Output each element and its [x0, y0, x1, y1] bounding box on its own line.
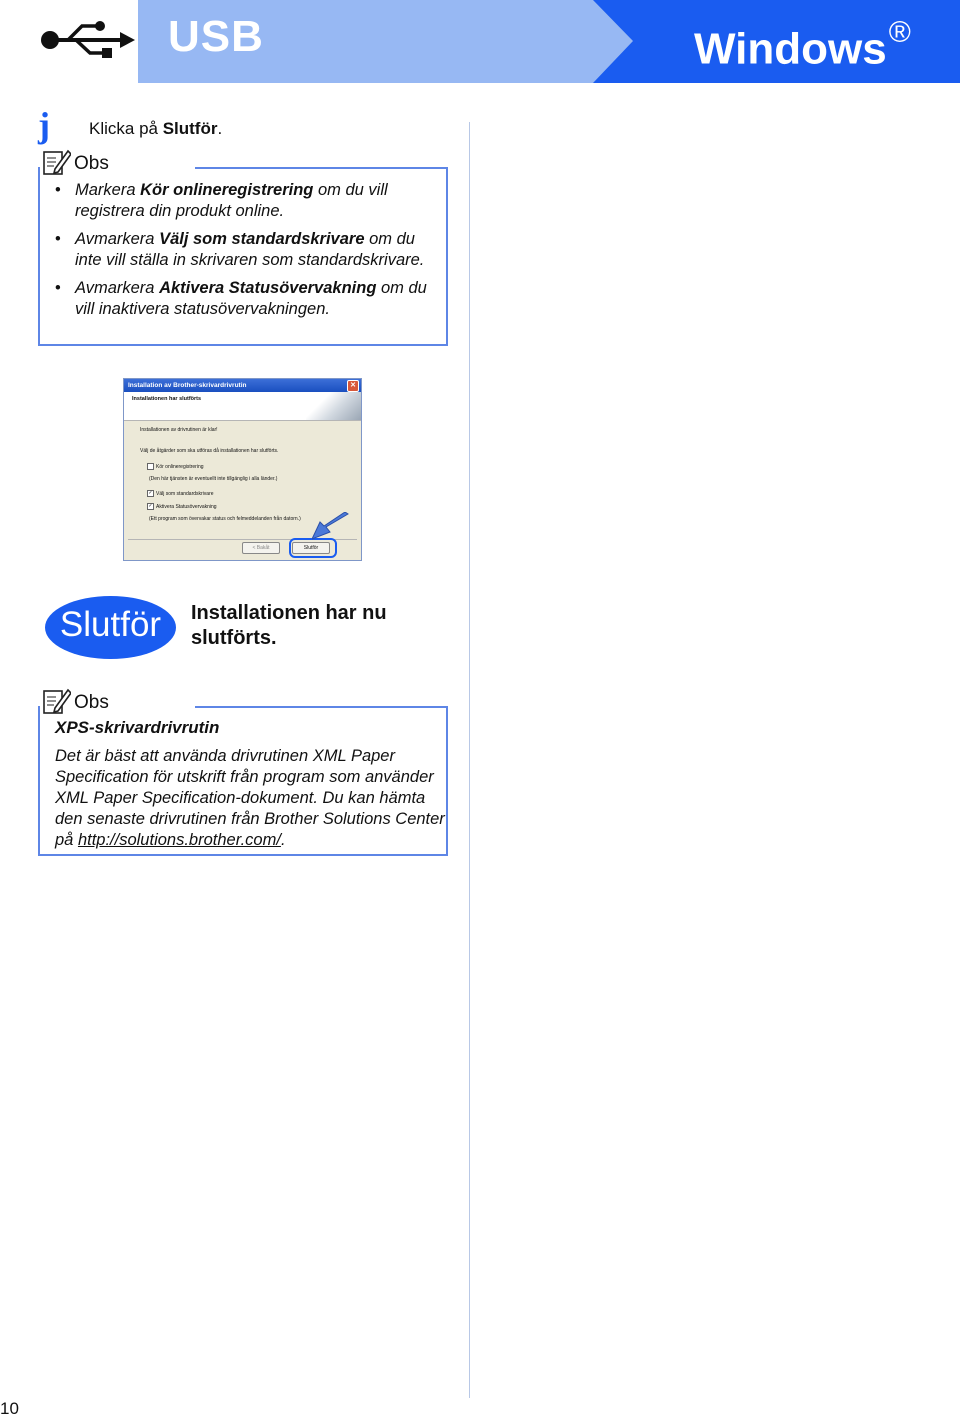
- option-desc: (Den här tjänsten är eventuellt inte tillgänglig i alla länder.): [149, 476, 278, 482]
- option-label: Kör onlineregistrering: [156, 464, 204, 470]
- note-bullet: • Markera Kör onlineregistrering om du vill registrera din produkt online.: [55, 180, 435, 222]
- page-curl-graphic: [306, 392, 361, 420]
- step-letter: j: [38, 105, 50, 145]
- header-os-label: Windows®: [694, 16, 911, 74]
- xps-heading: XPS-skrivardrivrutin: [55, 718, 220, 737]
- step-instruction: Klicka på Slutför.: [89, 119, 223, 138]
- dialog-header: [124, 392, 361, 421]
- note-title: Obs: [74, 692, 109, 713]
- note-left-rule: [38, 167, 40, 345]
- solutions-center-link[interactable]: http://solutions.brother.com/: [77, 831, 281, 849]
- registered-mark: ®: [888, 16, 911, 49]
- checkbox-online-registration[interactable]: [147, 463, 154, 470]
- note-left-rule: [38, 706, 40, 855]
- pointer-arrow-icon: [312, 512, 350, 540]
- dialog-titlebar: Installation av Brother-skrivardrivrutin ✕: [124, 379, 361, 392]
- page-number: 10: [0, 1399, 19, 1418]
- note-bullet: • Avmarkera Aktivera Statusövervakning om du vill inaktivera statusövervakningen.: [55, 278, 435, 320]
- dialog-heading: Installationen har slutförts: [132, 396, 202, 402]
- header-section-label: USB: [168, 12, 264, 61]
- option-desc: (Ett program som övervakar status och felmeddelanden från datorn.): [149, 516, 301, 522]
- note-bullet-list: [55, 180, 435, 327]
- note-bullet: • Avmarkera Välj som standardskrivare om du inte vill ställa in skrivaren som standardskrivare.: [55, 229, 435, 271]
- xps-paragraph: Det är bäst att använda drivrutinen XML Paper Specification för utskrift från program som använder XML Paper Specification-dokument. Du kan hämta den senaste drivrutinen från Brother Solutions Center på http://solutions.brother.com/.: [55, 747, 445, 849]
- close-icon[interactable]: ✕: [347, 380, 359, 392]
- option-label: Välj som standardskrivare: [156, 491, 214, 497]
- dialog-done-text: Installationen av drivrutinen är klar!: [140, 427, 218, 433]
- note-title: Obs: [74, 153, 109, 174]
- option-label: Aktivera Statusövervakning: [156, 504, 217, 510]
- finish-message: Installationen har nu slutförts.: [191, 602, 387, 649]
- finish-badge-label: Slutför: [59, 605, 162, 644]
- back-button[interactable]: < Bakåt: [242, 542, 280, 554]
- checkbox-status-monitor[interactable]: ✓: [148, 503, 153, 509]
- step-action: Slutför: [162, 119, 218, 138]
- checkbox-default-printer[interactable]: ✓: [148, 490, 153, 496]
- column-divider: [469, 122, 470, 1398]
- finish-button[interactable]: Slutför: [292, 542, 330, 554]
- usb-icon: [38, 16, 136, 64]
- dialog-choose-text: Välj de åtgärder som ska utföras då installationen har slutförts.: [140, 448, 279, 454]
- finish-button-highlight: [289, 538, 337, 558]
